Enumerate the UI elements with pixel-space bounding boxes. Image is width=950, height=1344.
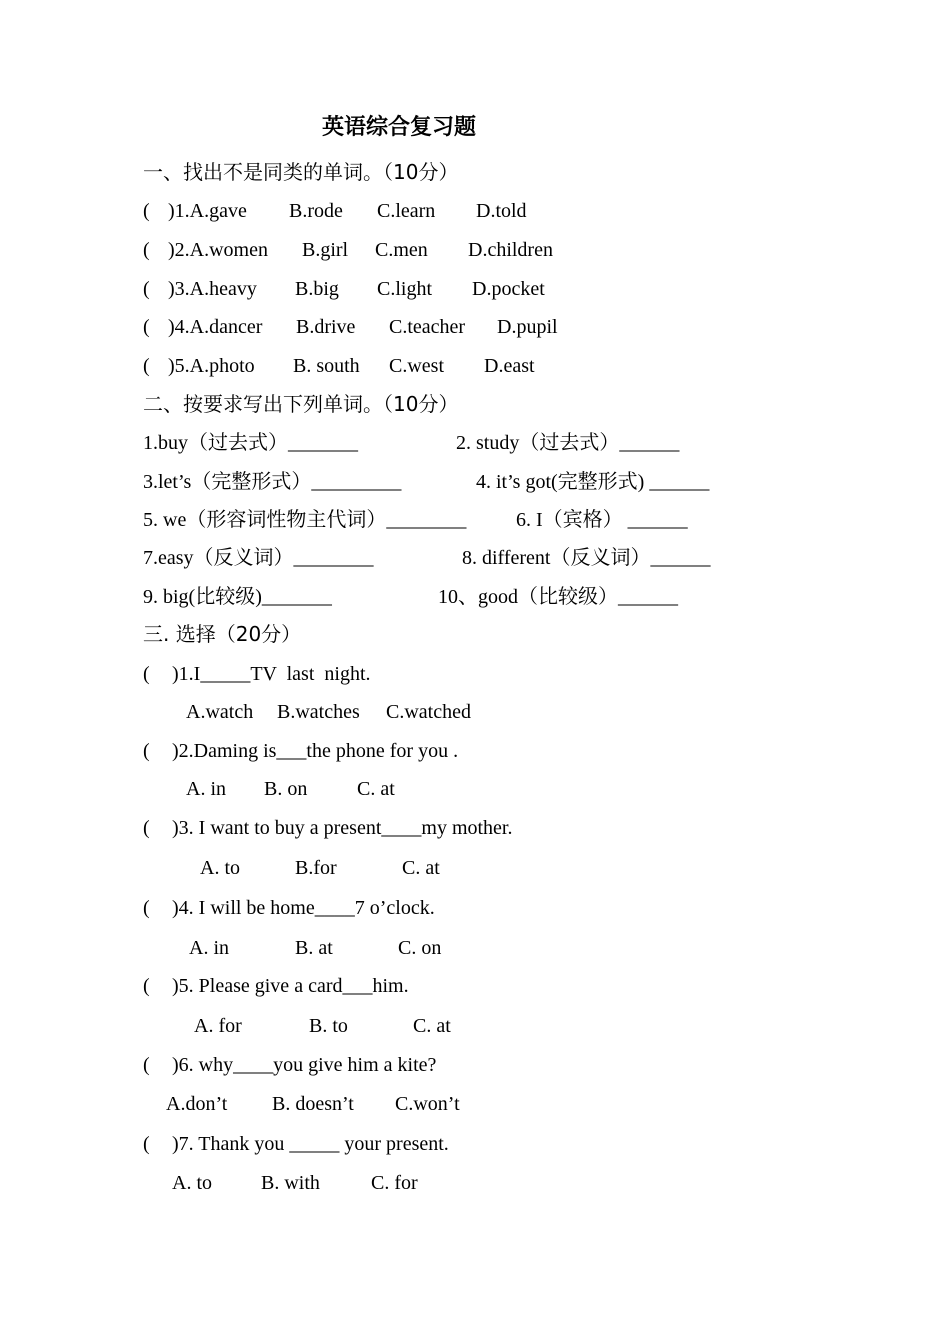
- s2-item-8: 8. different（反义词）______: [462, 547, 711, 569]
- option-d: D.pupil: [497, 316, 558, 338]
- option-c: C.west: [389, 355, 444, 377]
- s2-item-2: 2. study（过去式）______: [456, 432, 680, 454]
- option-d: D.east: [484, 355, 535, 377]
- option-c: C. at: [413, 1015, 451, 1037]
- option-c: C. on: [398, 937, 442, 959]
- answer-paren: (: [143, 1133, 150, 1155]
- question-text: )6. why____you give him a kite?: [172, 1054, 437, 1076]
- option-b: B. on: [264, 778, 308, 800]
- option-a: A. to: [172, 1172, 212, 1194]
- option-c: C. at: [357, 778, 395, 800]
- option-b: B.girl: [302, 239, 349, 261]
- answer-paren: (: [143, 817, 150, 839]
- option-b: B. with: [261, 1172, 320, 1194]
- answer-paren: (: [143, 975, 150, 997]
- answer-paren: (: [143, 1054, 150, 1076]
- option-b: B.big: [295, 278, 339, 300]
- s2-item-6: 6. I（宾格） ______: [516, 509, 688, 531]
- question-text: )1.I_____TV last night.: [172, 663, 371, 685]
- option-c: C. for: [371, 1172, 418, 1194]
- answer-paren: (: [143, 316, 150, 338]
- option-d: D.children: [468, 239, 553, 261]
- option-a: A.watch: [186, 701, 254, 723]
- question-text: )3.A.heavy: [168, 278, 257, 300]
- option-b: B. to: [309, 1015, 348, 1037]
- option-a: A. for: [194, 1015, 242, 1037]
- answer-paren: (: [143, 278, 150, 300]
- option-a: A. to: [200, 857, 240, 879]
- question-text: )2.Daming is___the phone for you .: [172, 740, 459, 762]
- s2-item-3: 3.let’s（完整形式）_________: [143, 471, 402, 493]
- answer-paren: (: [143, 200, 150, 222]
- option-c: C.men: [375, 239, 428, 261]
- option-c: C.watched: [386, 701, 471, 723]
- s2-item-10: 10、good（比较级）______: [438, 586, 678, 608]
- option-b: B. south: [293, 355, 360, 377]
- option-b: B. doesn’t: [272, 1093, 354, 1115]
- answer-paren: (: [143, 239, 150, 261]
- option-b: B.for: [295, 857, 337, 879]
- s2-item-1: 1.buy（过去式）_______: [143, 432, 358, 454]
- question-text: )3. I want to buy a present____my mother.: [172, 817, 513, 839]
- option-a: A. in: [186, 778, 226, 800]
- option-d: D.told: [476, 200, 527, 222]
- section-1-heading: 一、找出不是同类的单词。（10分）: [143, 160, 459, 184]
- option-c: C.teacher: [389, 316, 466, 338]
- page-title: 英语综合复习题: [322, 115, 477, 140]
- option-b: B.rode: [289, 200, 343, 222]
- question-text: )1.A.gave: [168, 200, 247, 222]
- option-b: B.drive: [296, 316, 356, 338]
- option-a: A. in: [189, 937, 229, 959]
- option-a: A.don’t: [166, 1093, 228, 1115]
- option-c: C. at: [402, 857, 440, 879]
- option-c: C.learn: [377, 200, 436, 222]
- s2-item-9: 9. big(比较级)_______: [143, 586, 332, 608]
- question-text: )4.A.dancer: [168, 316, 263, 338]
- option-c: C.won’t: [395, 1093, 460, 1115]
- answer-paren: (: [143, 740, 150, 762]
- answer-paren: (: [143, 897, 150, 919]
- option-b: B. at: [295, 937, 333, 959]
- s2-item-7: 7.easy（反义词）________: [143, 547, 374, 569]
- question-text: )4. I will be home____7 o’clock.: [172, 897, 435, 919]
- section-2-heading: 二、按要求写出下列单词。（10分）: [143, 392, 459, 416]
- answer-paren: (: [143, 663, 150, 685]
- question-text: )5.A.photo: [168, 355, 255, 377]
- section-3-heading: 三. 选择（20分）: [143, 622, 302, 646]
- option-d: D.pocket: [472, 278, 545, 300]
- option-b: B.watches: [277, 701, 360, 723]
- question-text: )5. Please give a card___him.: [172, 975, 409, 997]
- option-c: C.light: [377, 278, 433, 300]
- question-text: )2.A.women: [168, 239, 268, 261]
- answer-paren: (: [143, 355, 150, 377]
- s2-item-4: 4. it’s got(完整形式) ______: [476, 471, 710, 493]
- s2-item-5: 5. we（形容词性物主代词）________: [143, 509, 467, 531]
- question-text: )7. Thank you _____ your present.: [172, 1133, 449, 1155]
